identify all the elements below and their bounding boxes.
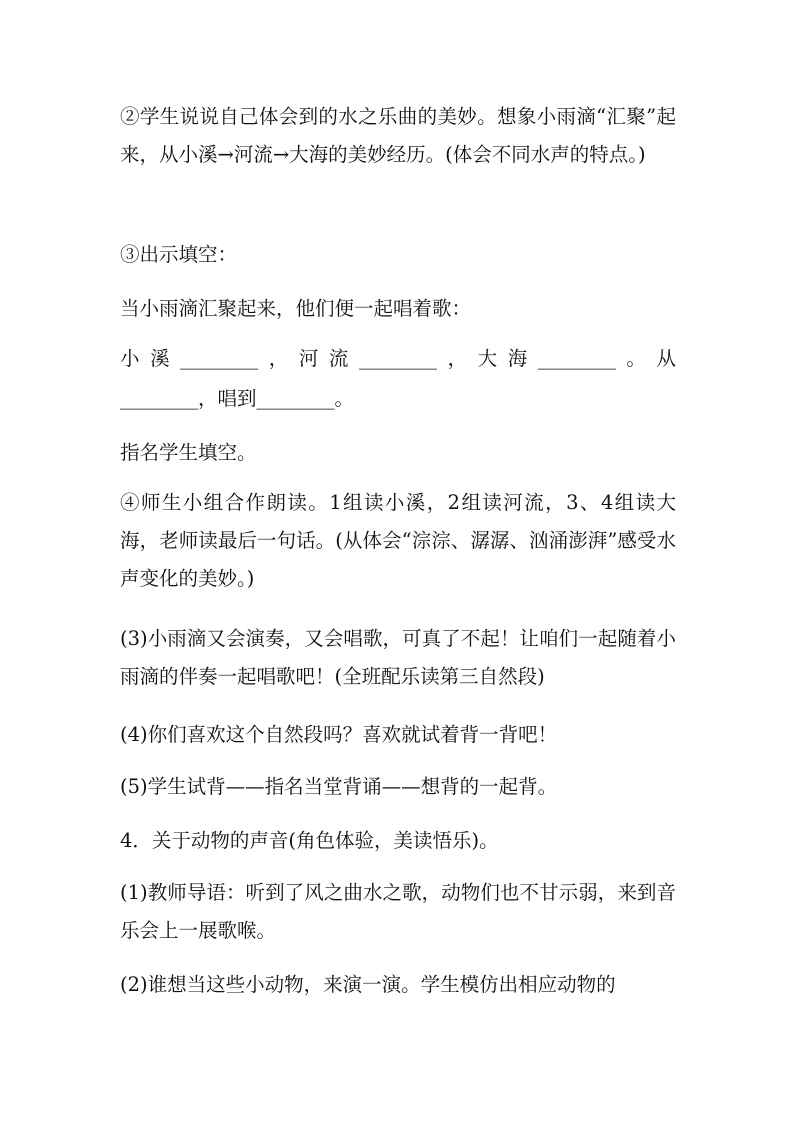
paragraph-teacher-intro: (1)教师导语：听到了风之曲水之歌，动物们也不甘示弱，来到音乐会上一展歌喉。 <box>120 881 676 942</box>
fill-blank-line-1: 小溪________，河流________，大海________。从 <box>120 347 676 370</box>
paragraph-group-reading: ④师生小组合作朗读。1组读小溪，2组读河流，3、4组读大海，老师读最后一句话。(从体会“淙淙、潺潺、汹涌澎湃”感受水声变化的美妙。) <box>120 491 676 590</box>
paragraph-act-animals: (2)谁想当这些小动物，来演一演。学生模仿出相应动物的 <box>120 973 616 996</box>
paragraph-recite-question: (4)你们喜欢这个自然段吗？喜欢就试着背一背吧！ <box>120 723 558 746</box>
paragraph-sing-along: (3)小雨滴又会演奏，又会唱歌，可真了不起！让咱们一起随着小雨滴的伴奏一起唱歌吧！(全班配乐读第三自然段) <box>120 627 676 688</box>
paragraph-show-fill-blank: ③出示填空： <box>120 243 238 266</box>
paragraph-name-student: 指名学生填空。 <box>120 441 257 464</box>
fill-blank-line-2: ________，唱到________。 <box>120 387 355 410</box>
section-heading-animal-sounds: 4．关于动物的声音(角色体验，美读悟乐)。 <box>120 829 499 852</box>
paragraph-imagine-raindrops: ②学生说说自己体会到的水之乐曲的美妙。想象小雨滴“汇聚”起来，从小溪→河流→大海的美妙经历。(体会不同水声的特点。) <box>120 105 676 166</box>
paragraph-raindrops-sing: 当小雨滴汇聚起来，他们便一起唱着歌： <box>120 297 472 320</box>
paragraph-student-recite: (5)学生试背——指名当堂背诵——想背的一起背。 <box>120 775 558 798</box>
